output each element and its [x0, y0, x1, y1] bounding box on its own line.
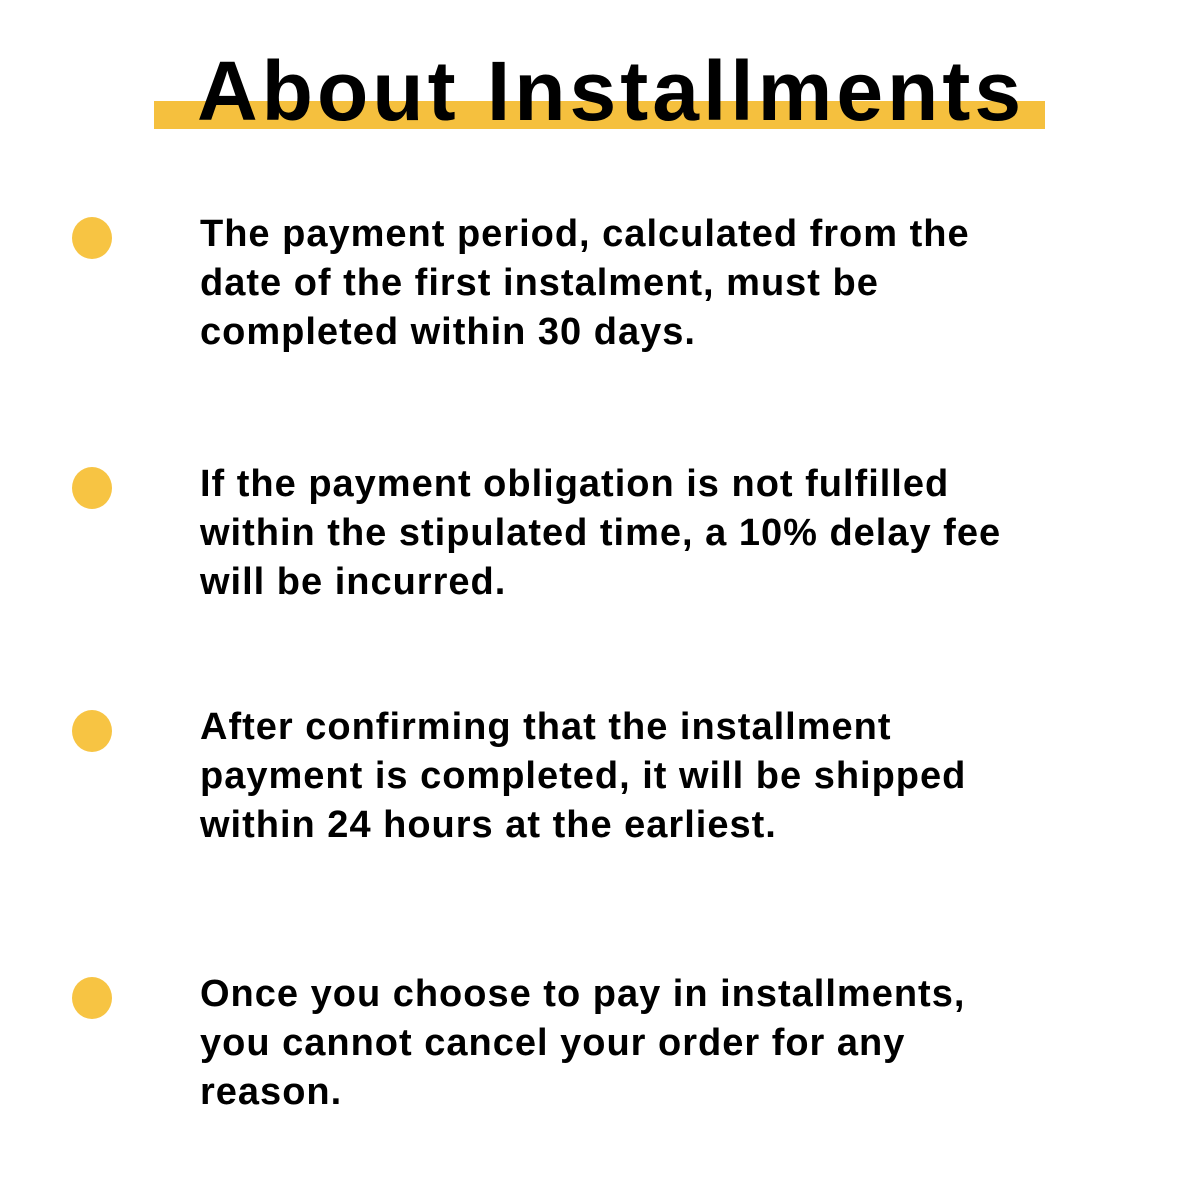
bullet-text-line: reason. [200, 1071, 343, 1113]
page-title: About Installments [197, 44, 1026, 138]
bullet-text-line: The payment period, calculated from the [200, 213, 970, 255]
bullet-text [200, 703, 1070, 850]
bullet-text-line: date of the first instalment, must be [200, 262, 879, 304]
bullet-dot-icon [72, 710, 112, 752]
bullet-text-line: within 24 hours at the earliest. [200, 804, 777, 846]
bullet-text-line: If the payment obligation is not fulfilled [200, 463, 950, 505]
bullet-text-line: Once you choose to pay in installments, [200, 973, 966, 1015]
bullet-dot-icon [72, 217, 112, 259]
bullet-text [200, 970, 1070, 1117]
bullet-text [200, 210, 1070, 357]
bullet-text-line: After confirming that the installment [200, 706, 892, 748]
bullet-text-line: you cannot cancel your order for any [200, 1022, 906, 1064]
bullet-text-line: completed within 30 days. [200, 311, 696, 353]
bullet-dot-icon [72, 467, 112, 509]
bullet-text-line: payment is completed, it will be shipped [200, 755, 967, 797]
bullet-dot-icon [72, 977, 112, 1019]
bullet-text [200, 460, 1070, 607]
bullet-text-line: will be incurred. [200, 561, 507, 603]
bullet-text-line: within the stipulated time, a 10% delay fee [200, 512, 1002, 554]
